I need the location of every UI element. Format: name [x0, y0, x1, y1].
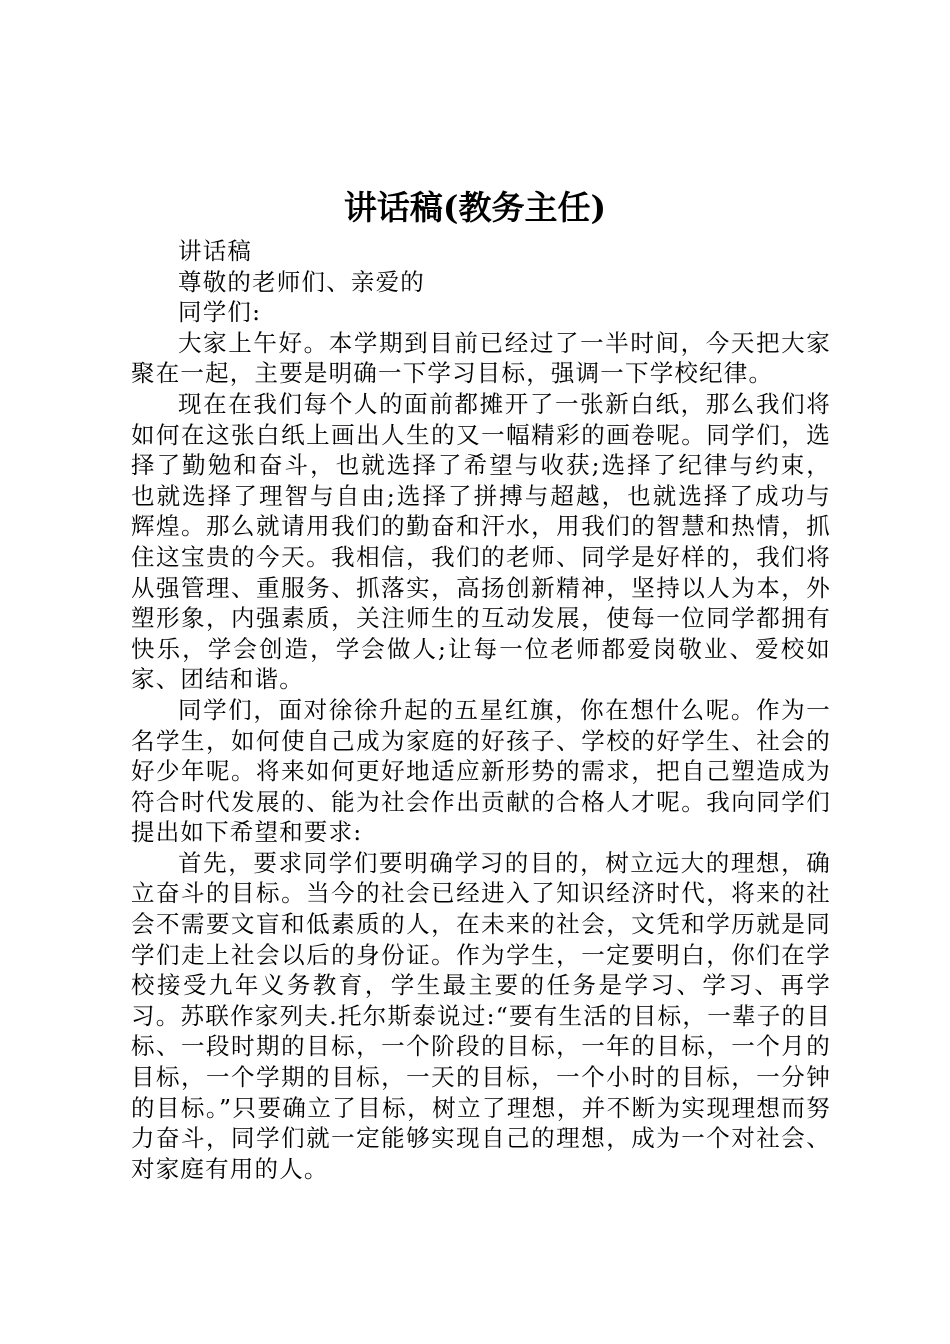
paragraph-greeting: 大家上午好。本学期到目前已经过了一半时间，今天把大家聚在一起，主要是明确一下学习目标，强调一下学校纪律。 [131, 328, 831, 388]
paragraph-heading: 讲话稿 [178, 237, 253, 265]
paragraph-body: 同学们，面对徐徐升起的五星红旗，你在想什么呢。作为一名学生，如何使自己成为家庭的好孩子、学校的好学生、社会的好少年呢。将来如何更好地适应新形势的需求，把自己塑造成为符合时代发展的、能为社会作出贡献的合格人才呢。我向同学们提出如下希望和要求: [131, 695, 831, 847]
document-body [131, 236, 831, 1184]
paragraph-body: 现在在我们每个人的面前都摊开了一张新白纸，那么我们将如何在这张白纸上画出人生的又一幅精彩的画卷呢。同学们，选择了勤勉和奋斗，也就选择了希望与收获;选择了纪律与约束，也就选择了理智与自由;选择了拼搏与超越，也就选择了成功与辉煌。那么就请用我们的勤奋和汗水，用我们的智慧和热情，抓住这宝贵的今天。我相信，我们的老师、同学是好样的，我们将从强管理、重服务、抓落实，高扬创新精神，坚持以人为本，外塑形象，内强素质，关注师生的互动发展，使每一位同学都拥有快乐，学会创造，学会做人;让每一位老师都爱岗敬业、爱校如家、团结和谐。 [131, 389, 831, 694]
document-title: 讲话稿(教务主任) [343, 188, 607, 227]
paragraph-body: 首先，要求同学们要明确学习的目的，树立远大的理想，确立奋斗的目标。当今的社会已经进入了知识经济时代，将来的社会不需要文盲和低素质的人，在未来的社会，文凭和学历就是同学们走上社会以后的身份证。作为学生，一定要明白，你们在学校接受九年义务教育，学生最主要的任务是学习、学习、再学习。苏联作家列夫.托尔斯泰说过:“要有生活的目标，一辈子的目标、一段时期的目标，一个阶段的目标，一年的目标，一个月的目标，一个学期的目标，一天的目标，一个小时的目标，一分钟的目标。”只要确立了目标，树立了理想，并不断为实现理想而努力奋斗，同学们就一定能够实现自己的理想，成为一个对社会、对家庭有用的人。 [131, 848, 831, 1183]
paragraph-salutation-cont: 同学们: [178, 298, 262, 327]
paragraph-salutation: 尊敬的老师们、亲爱的 [178, 267, 425, 296]
